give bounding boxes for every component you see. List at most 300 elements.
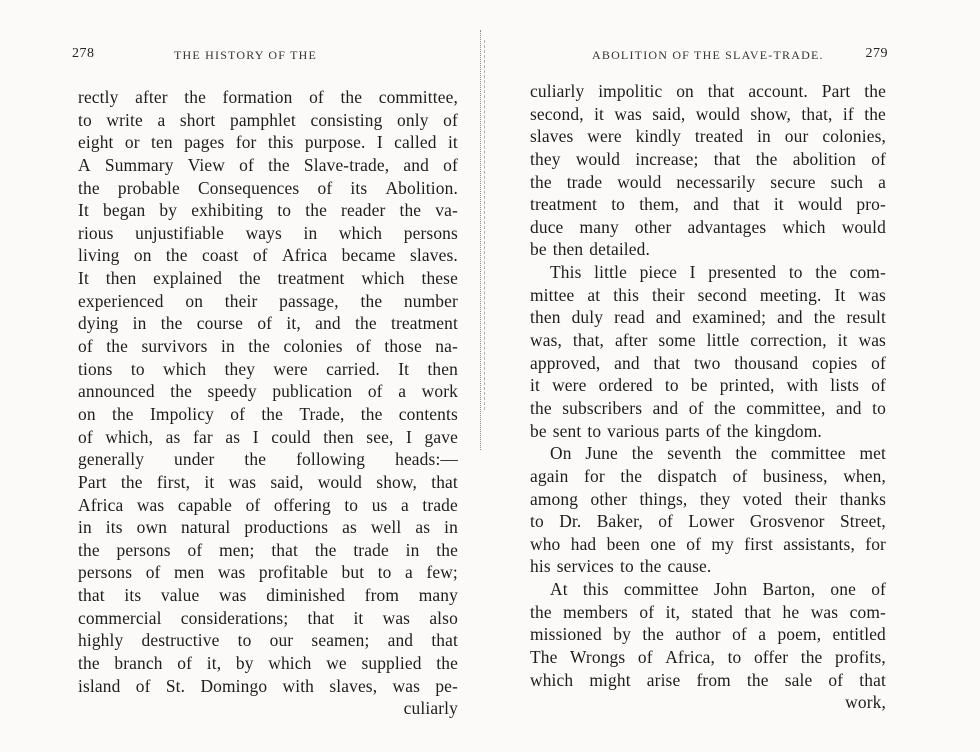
word: he xyxy=(782,601,800,622)
word: two xyxy=(693,352,721,373)
word: various xyxy=(607,420,660,441)
word: Barton, xyxy=(762,579,816,600)
word: to xyxy=(277,200,292,221)
word: impolitic xyxy=(598,81,663,101)
word: by xyxy=(613,624,631,645)
word: then xyxy=(552,239,584,260)
word: it, xyxy=(286,313,301,334)
word: of xyxy=(367,381,383,402)
word: and xyxy=(614,352,640,373)
word: other xyxy=(634,216,672,237)
word: in xyxy=(303,222,318,243)
word: of xyxy=(871,148,886,169)
word: met xyxy=(859,443,886,464)
word: of xyxy=(871,375,886,396)
word: meeting. xyxy=(759,284,822,305)
text-line xyxy=(530,601,886,624)
word: abolition xyxy=(792,148,856,169)
text-line xyxy=(78,244,458,267)
word: we xyxy=(326,653,347,674)
word: following xyxy=(296,449,366,470)
word: in xyxy=(444,517,458,538)
text-line xyxy=(78,629,458,652)
word: seventh xyxy=(667,443,722,464)
word: pro- xyxy=(856,194,886,215)
text-line xyxy=(530,352,886,375)
word: from xyxy=(696,669,731,690)
word: would xyxy=(841,216,886,237)
word: coast xyxy=(201,245,239,266)
word: the xyxy=(746,669,769,690)
word: It xyxy=(398,358,410,379)
word: was xyxy=(228,471,257,492)
word: was xyxy=(136,494,165,515)
word: second, xyxy=(530,103,584,124)
text-line xyxy=(78,516,458,539)
word: of xyxy=(252,245,268,266)
word: its xyxy=(124,585,142,606)
word: of xyxy=(732,465,748,486)
word: trade xyxy=(566,171,603,192)
word: the xyxy=(120,471,143,492)
word: the xyxy=(755,148,778,169)
word: of xyxy=(871,579,886,600)
word: work xyxy=(421,381,458,402)
word: by xyxy=(159,200,178,221)
word: assistants, xyxy=(783,533,855,554)
word: contents xyxy=(398,403,458,424)
word: it xyxy=(204,471,215,492)
word: the xyxy=(530,171,552,192)
text-line xyxy=(530,442,886,465)
word: by xyxy=(235,653,254,674)
word: probable xyxy=(117,177,180,198)
word: or xyxy=(124,132,140,153)
word: branch xyxy=(114,653,163,674)
word: which xyxy=(268,653,312,674)
word: sent xyxy=(552,420,582,441)
word: Africa, xyxy=(665,647,716,668)
word: for xyxy=(584,465,605,486)
word: supplied xyxy=(361,653,422,674)
word: slaves. xyxy=(410,245,458,266)
word: to xyxy=(619,556,634,577)
word: Summary xyxy=(104,154,174,175)
word: to xyxy=(130,358,145,379)
word: destructive xyxy=(141,630,220,651)
word: its xyxy=(105,517,123,538)
text-line xyxy=(78,222,458,245)
word: far xyxy=(193,426,213,447)
word: of xyxy=(637,647,653,668)
word: services xyxy=(556,556,614,577)
word: would xyxy=(695,103,740,124)
text-line xyxy=(530,125,886,148)
word: A xyxy=(78,154,91,175)
word: of xyxy=(639,601,655,622)
word: Part xyxy=(78,471,107,492)
word: committee, xyxy=(746,397,826,418)
word: the xyxy=(340,87,363,107)
word: might xyxy=(589,669,631,690)
word: offer xyxy=(753,647,789,668)
word: generally xyxy=(78,449,145,470)
word: that xyxy=(707,81,735,101)
word: of xyxy=(443,154,458,175)
word: were xyxy=(552,375,587,396)
word: of xyxy=(187,539,203,560)
word: eight xyxy=(78,132,114,153)
right-page xyxy=(530,46,886,714)
word: purpose. xyxy=(304,132,366,153)
word: show, xyxy=(750,103,792,124)
word: culiarly xyxy=(530,81,585,101)
word: a xyxy=(157,109,166,130)
word: diminished xyxy=(266,585,345,606)
word: duce xyxy=(530,216,564,237)
word: presented xyxy=(708,262,777,283)
word: approved, xyxy=(530,352,601,373)
word: On xyxy=(550,443,572,464)
word: also xyxy=(429,607,458,628)
word: I xyxy=(689,262,696,283)
word: on xyxy=(676,81,694,101)
word: dying xyxy=(78,313,119,334)
word: their xyxy=(794,488,828,509)
word: the xyxy=(106,336,128,357)
word: the xyxy=(813,307,836,328)
word: experienced xyxy=(78,290,164,311)
word: printed, xyxy=(719,375,775,396)
word: under xyxy=(174,449,215,470)
word: be xyxy=(530,420,547,441)
word: as xyxy=(415,517,431,538)
word: and xyxy=(655,307,682,328)
text-line xyxy=(530,691,886,714)
word: explained xyxy=(153,268,223,289)
word: to xyxy=(377,562,392,583)
word: Dr. xyxy=(559,511,582,532)
word: piece xyxy=(639,262,677,283)
word: which xyxy=(782,216,826,237)
word: correction, xyxy=(750,330,827,351)
word: This xyxy=(550,262,582,283)
word: was, xyxy=(530,330,562,351)
word: which xyxy=(361,268,405,289)
word: committee, xyxy=(378,87,458,107)
word: thanks xyxy=(839,488,886,509)
word: our xyxy=(784,126,809,147)
word: the xyxy=(244,449,267,470)
word: to xyxy=(664,375,679,396)
word: author xyxy=(675,624,721,645)
word: colonies, xyxy=(822,126,886,147)
word: the xyxy=(305,200,327,221)
word: of xyxy=(239,154,254,175)
word: this xyxy=(267,132,294,153)
left-head-title: THE HISTORY OF THE xyxy=(174,48,318,62)
text-line xyxy=(530,646,886,669)
word: was xyxy=(217,562,246,583)
word: for xyxy=(235,132,257,153)
word: examined; xyxy=(692,307,767,328)
word: I xyxy=(252,426,259,447)
word: would xyxy=(797,194,843,215)
word: com- xyxy=(849,601,886,622)
text-line xyxy=(530,488,886,511)
word: com- xyxy=(849,262,886,283)
word: which xyxy=(163,358,207,379)
word: on xyxy=(78,403,96,424)
word: natural xyxy=(181,517,231,538)
word: that, xyxy=(572,330,605,351)
word: island xyxy=(78,675,121,696)
word: living xyxy=(78,245,120,266)
word: It xyxy=(78,200,89,221)
word: that xyxy=(307,607,335,628)
word: sale xyxy=(784,669,813,690)
word: the xyxy=(530,601,552,622)
text-line xyxy=(530,329,886,352)
word: own xyxy=(136,517,168,538)
text-line xyxy=(78,539,458,562)
word: of xyxy=(309,87,324,107)
word: St. xyxy=(165,675,186,696)
word: only xyxy=(397,109,429,130)
word: to xyxy=(872,397,886,418)
text-line xyxy=(530,306,886,329)
text-line xyxy=(530,420,886,443)
word: many xyxy=(579,216,619,237)
word: survivors xyxy=(141,336,208,357)
word: that, xyxy=(801,103,833,124)
word: va- xyxy=(435,200,458,221)
word: highly xyxy=(78,630,124,651)
word: number xyxy=(403,290,458,311)
word: persons xyxy=(116,539,171,560)
word: the xyxy=(714,397,736,418)
word: it xyxy=(594,103,605,124)
word: was xyxy=(858,284,886,305)
word: them, xyxy=(639,194,680,215)
word: one xyxy=(650,533,676,554)
word: that xyxy=(713,148,741,169)
word: secure xyxy=(770,171,816,192)
word: It xyxy=(834,284,846,305)
left-running-head xyxy=(72,46,458,68)
word: committee xyxy=(623,579,699,600)
word: Street, xyxy=(839,511,886,532)
word: Domingo xyxy=(200,675,268,696)
word: after xyxy=(614,330,648,351)
word: It xyxy=(78,268,89,289)
word: the xyxy=(642,624,665,645)
word: began xyxy=(103,200,146,221)
word: the xyxy=(184,87,206,107)
word: in xyxy=(405,539,420,560)
word: of xyxy=(688,397,704,418)
word: and xyxy=(693,194,719,215)
word: at xyxy=(587,284,601,305)
word: trade xyxy=(353,539,389,560)
text-line xyxy=(78,494,458,517)
word: that xyxy=(744,601,772,622)
word: which xyxy=(338,222,383,243)
word: detailed. xyxy=(589,239,651,260)
word: was xyxy=(219,585,247,606)
word: this xyxy=(582,579,609,600)
word: who xyxy=(530,533,561,554)
word: little xyxy=(706,330,740,351)
word: of xyxy=(443,109,458,130)
word: in xyxy=(757,126,771,147)
word: the xyxy=(78,177,100,198)
word: the xyxy=(314,539,337,560)
text-line xyxy=(78,109,458,132)
word: said, xyxy=(652,103,686,124)
word: the xyxy=(800,647,823,668)
right-head-title: ABOLITION OF THE SLAVE-TRADE. xyxy=(592,48,824,62)
word: been xyxy=(606,533,641,554)
word: rious xyxy=(78,222,114,243)
word: this xyxy=(613,284,639,305)
word: treatment xyxy=(390,313,458,334)
word: kingdom. xyxy=(754,420,822,441)
word: publication xyxy=(272,381,353,402)
word: little xyxy=(594,262,627,283)
word: called xyxy=(394,132,437,153)
word: their xyxy=(652,284,685,305)
word: na- xyxy=(435,336,458,357)
word: duly xyxy=(571,307,604,328)
word: well xyxy=(370,517,402,538)
word: these xyxy=(421,268,458,289)
text-line xyxy=(78,290,458,313)
word: of xyxy=(317,177,333,198)
word: was xyxy=(614,103,642,124)
word: of xyxy=(658,511,673,532)
word: was xyxy=(382,607,411,628)
word: commercial xyxy=(78,607,162,628)
word: a xyxy=(758,624,767,645)
word: be xyxy=(530,239,547,260)
word: entitled xyxy=(832,624,886,645)
word: John xyxy=(713,579,748,600)
word: culiarly xyxy=(403,698,458,719)
word: seamen; xyxy=(311,630,370,651)
text-line xyxy=(78,448,458,471)
word: Impolicy xyxy=(149,403,214,424)
word: speedy xyxy=(207,381,257,402)
word: course xyxy=(196,313,244,334)
word: Abolition. xyxy=(385,177,458,198)
word: had xyxy=(570,533,597,554)
right-text-block xyxy=(530,80,886,714)
word: the xyxy=(639,556,662,577)
word: ten xyxy=(151,132,173,153)
text-line xyxy=(78,335,458,358)
word: second xyxy=(697,284,747,305)
text-line xyxy=(530,148,886,171)
word: among xyxy=(530,488,579,509)
word: that xyxy=(431,471,458,492)
word: committee xyxy=(770,443,846,464)
word: in xyxy=(78,517,92,538)
word: a xyxy=(400,494,409,515)
word: that xyxy=(271,539,298,560)
word: the xyxy=(268,154,290,175)
word: subscribers xyxy=(562,397,643,418)
word: treatment xyxy=(277,268,345,289)
word: to xyxy=(611,194,626,215)
word: became xyxy=(341,245,396,266)
word: poem, xyxy=(777,624,822,645)
word: kindly xyxy=(635,126,681,147)
word: men xyxy=(173,562,205,583)
text-line xyxy=(78,607,458,630)
word: and xyxy=(836,397,862,418)
text-line xyxy=(78,426,458,449)
word: a xyxy=(878,171,886,192)
word: as xyxy=(342,517,357,538)
word: Slave-trade, xyxy=(303,154,390,175)
word: were xyxy=(273,358,308,379)
word: to xyxy=(788,262,803,283)
word: of xyxy=(828,669,844,690)
text-line xyxy=(530,374,886,397)
word: to xyxy=(78,109,92,130)
word: capable xyxy=(177,494,233,515)
word: Consequences xyxy=(198,177,300,198)
word: men; xyxy=(219,539,255,560)
word: write xyxy=(106,109,143,130)
word: the xyxy=(631,443,654,464)
word: slaves, xyxy=(329,675,378,696)
word: the xyxy=(165,245,188,266)
word: and xyxy=(777,307,803,328)
word: pamphlet xyxy=(229,109,296,130)
word: consisting xyxy=(310,109,383,130)
text-line xyxy=(78,199,458,222)
word: ways xyxy=(245,222,282,243)
word: the xyxy=(399,200,422,221)
text-line xyxy=(530,533,886,556)
word: Africa xyxy=(78,494,124,515)
word: the xyxy=(170,381,192,402)
word: such xyxy=(830,171,864,192)
word: the xyxy=(360,290,383,311)
word: my xyxy=(711,533,734,554)
word: parts xyxy=(665,420,700,441)
word: The xyxy=(530,647,558,668)
word: of xyxy=(257,313,273,334)
word: the xyxy=(620,465,643,486)
word: slaves xyxy=(530,126,574,147)
word: thousand xyxy=(734,352,799,373)
word: the xyxy=(355,313,377,334)
word: heads:— xyxy=(395,449,458,470)
word: tions xyxy=(78,358,113,379)
word: of xyxy=(705,420,721,441)
word: necessarily xyxy=(676,171,756,192)
word: dispatch xyxy=(657,465,717,486)
word: June xyxy=(585,443,618,464)
word: a xyxy=(398,381,407,402)
word: profits, xyxy=(834,647,886,668)
word: with xyxy=(282,675,315,696)
word: of xyxy=(871,352,886,373)
word: which, xyxy=(105,426,154,447)
